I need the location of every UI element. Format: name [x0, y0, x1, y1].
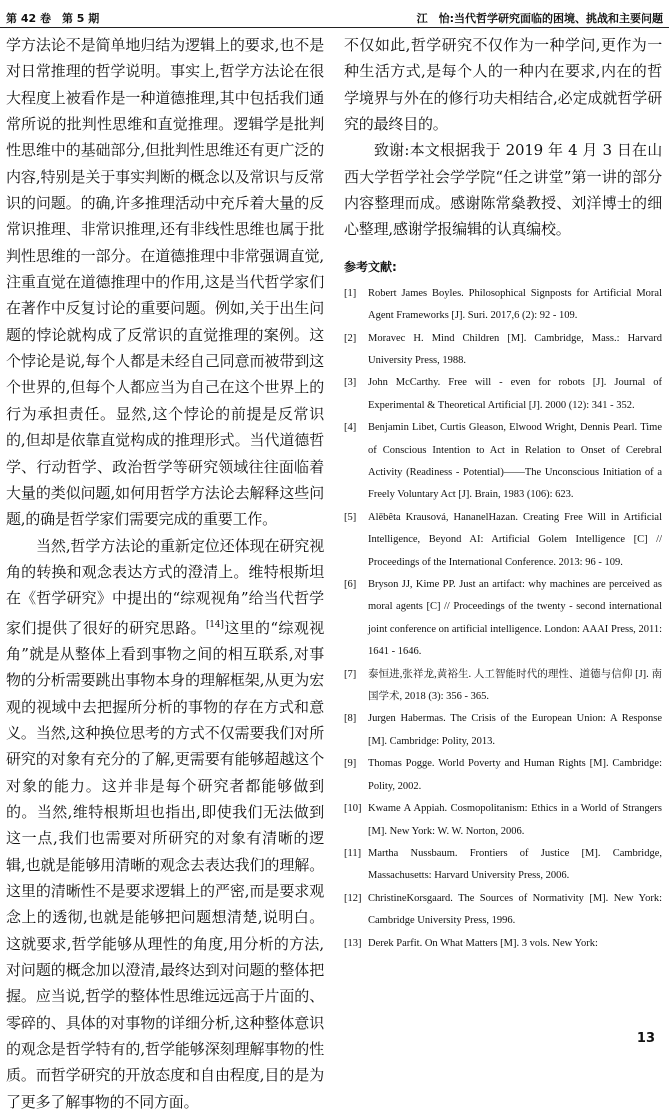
reference-number: [2] [344, 332, 357, 344]
reference-list [344, 283, 662, 955]
reference-text: Kwame A Appiah. Cosmopolitanism: Ethics in a World of Strangers [M]. New York: W. W. Norton, 2006. [368, 803, 662, 837]
reference-item [344, 328, 662, 373]
reference-number: [1] [344, 287, 357, 299]
references-heading: 参考文献: [344, 259, 397, 274]
reference-number: [13] [344, 937, 362, 949]
body-paragraph: 不仅如此,哲学研究不仅作为一种学问,更作为一种生活方式,是每个人的一种内在要求,内在的哲学境界与外在的修行功夫相结合,必定成就哲学研究的最终目的。 [344, 36, 662, 134]
left-column [6, 32, 324, 1111]
reference-text: Benjamin Libet, Curtis Gleason, Elwood Wright, Dennis Pearl. Time of Conscious Intention to Act in Relation to Onset of Cerebral Activity (Readiness - Potential)——The Unconscious Initiation of a Freely Voluntary Act [J]. Brain, 1983 (106): 623. [368, 422, 662, 501]
reference-number: [8] [344, 713, 357, 725]
reference-number: [9] [344, 758, 357, 770]
reference-item [344, 888, 662, 933]
acknowledgement: 致谢:本文根据我于 2019 年 4 月 3 日在山西大学哲学社会学学院“任之讲堂”第一讲的部分内容整理而成。感谢陈常燊教授、刘洋博士的细心整理,感谢学报编辑的认真编校。 [344, 141, 662, 239]
reference-text: 泰恒进,张祥龙,黄裕生. 人工智能时代的理性、道德与信仰 [J]. 南国学术, 2018 (3): 356 - 365. [368, 668, 662, 703]
reference-text: Alēbêta Krausová, HananelHazan. Creating Free Will in Artificial Intelligence, Beyond AI: Artificial Golem Intelligence [C] // Proceedings of the International Conference. 2013: 96 - 109. [368, 511, 662, 568]
header-rule [0, 27, 669, 28]
reference-text: Martha Nussbaum. Frontiers of Justice [M]. Cambridge, Massachusetts: Harvard University Press, 2006. [368, 847, 662, 882]
reference-item [344, 933, 662, 955]
reference-text: ChristineKorsgaard. The Sources of Normativity [M]. New York: Cambridge University Press, 1996. [368, 892, 662, 927]
reference-number: [11] [344, 847, 362, 859]
reference-text: Moravec H. Mind Children [M]. Cambridge, Mass.: Harvard University Press, 1988. [368, 332, 662, 366]
page-number: 13 [636, 1031, 655, 1046]
journal-volume-issue: 第 42 卷 第 5 期 [6, 12, 100, 25]
reference-number: [7] [344, 668, 357, 680]
reference-text: Derek Parfit. On What Matters [M]. 3 vols. New York: [368, 937, 598, 949]
reference-text: Bryson JJ, Kime PP. Just an artifact: why machines are perceived as moral agents [C] // Proceedings of the twenty - second international joint conference on artificial intelligence. London: AAAI Press, 2011: 1641 - 1646. [368, 579, 662, 658]
right-column [344, 32, 662, 1052]
reference-item [344, 507, 662, 574]
reference-number: [12] [344, 892, 362, 904]
citation-marker: [14] [205, 619, 224, 630]
body-text: 这里的“综观视角”就是从整体上看到事物之间的相互联系,对事物的分析需要跳出事物本身的理解框架,从更为宏观的视域中去把握所分析的事物的存在方式和意义。当然,这种换位思考的方式不仅需要我们对所研究的对象有充分的了解,更需要有能够超越这个对象的能力。这并非是每个研究者都能够做到的。当然,维特根斯坦也指出,即使我们无法做到这一点,我们也需要对所研究的对象有清晰的逻辑,也就是能够用清晰的观念去表达我们的理解。这里的清晰性不是要求逻辑上的严密,而是要求观念上的透彻,也就是能够把问题想清楚,说明白。这就要求,哲学能够从理性的角度,用分析的方法,对问题的概念加以澄清,最终达到对问题的整体把握。应当说,哲学的整体性思维远远高于片面的、零碎的、具体的对事物的详细分析,这种整体意识的观念是哲学特有的,哲学能够深刻理解事物的性质。而哲学研究的开放态度和自由程度,目的是为了更多了解事物的不同方面。 [6, 618, 324, 1111]
reference-number: [3] [344, 377, 357, 389]
body-paragraph: 学方法论不是简单地归结为逻辑上的要求,也不是对日常推理的哲学说明。事实上,哲学方法论在很大程度上被看作是一种道德推理,其中包括我们通常所说的批判性思维和直觉推理。逻辑学是批判性思维中的基础部分,但批判性思维还有更广泛的内容,特别是关于事实判断的概念以及常识与反常识的问题。的确,许多推理活动中充斥着大量的反常识推理、非常识推理,还有非线性思维也属于批判性思维的一部分。在道德推理中非常强调直觉,注重直觉在道德推理中的作用,这是当代哲学家们在著作中反复讨论的重要问题。例如,关于出生问题的悖论就构成了反常识的直觉推理的案例。这个悖论是说,每个人都是未经自己同意而被带到这个世界的,但每个人都应当为自己在这个世界上的行为承担责任。显然,这个悖论的前提是反常识的,但却是依靠直觉构成的推理形式。当代道德哲学、行动哲学、政治哲学等研究领域往往面临着大量的类似问题,如何用哲学方法论去解释这些问题,的确是哲学家们需要完成的重要工作。 [6, 36, 324, 529]
reference-item [344, 417, 662, 507]
body-text: 当然,哲学方法论的重新定位还体现在研究视角的转换和观念表达方式的澄清上。维特根斯坦在《哲学研究》中提出的“综观视角”给当代哲学家们提供了很好的研究思路。 [6, 536, 324, 637]
reference-text: Robert James Boyles. Philosophical Signposts for Artificial Moral Agent Frameworks [J]. Suri. 2017,6 (2): 92 - 109. [368, 287, 662, 322]
reference-number: [6] [344, 579, 357, 591]
reference-item [344, 843, 662, 888]
body-paragraph [6, 533, 324, 1115]
reference-item [344, 664, 662, 709]
page-header [0, 0, 669, 30]
reference-number: [10] [344, 803, 362, 815]
running-head: 江 怡:当代哲学研究面临的困境、挑战和主要问题 [416, 12, 663, 25]
reference-item [344, 372, 662, 417]
reference-text: Jurgen Habermas. The Crisis of the European Union: A Response [M]. Cambridge: Polity, 2013. [368, 713, 662, 747]
reference-item [344, 574, 662, 664]
reference-item [344, 283, 662, 328]
reference-item [344, 753, 662, 798]
reference-number: [4] [344, 422, 357, 434]
reference-text: John McCarthy. Free will - even for robots [J]. Journal of Experimental & Theoretical Artificial [J]. 2000 (12): 341 - 352. [368, 377, 662, 411]
reference-item [344, 798, 662, 843]
reference-item [344, 708, 662, 753]
reference-text: Thomas Pogge. World Poverty and Human Rights [M]. Cambridge: Polity, 2002. [368, 758, 662, 792]
reference-number: [5] [344, 511, 357, 523]
